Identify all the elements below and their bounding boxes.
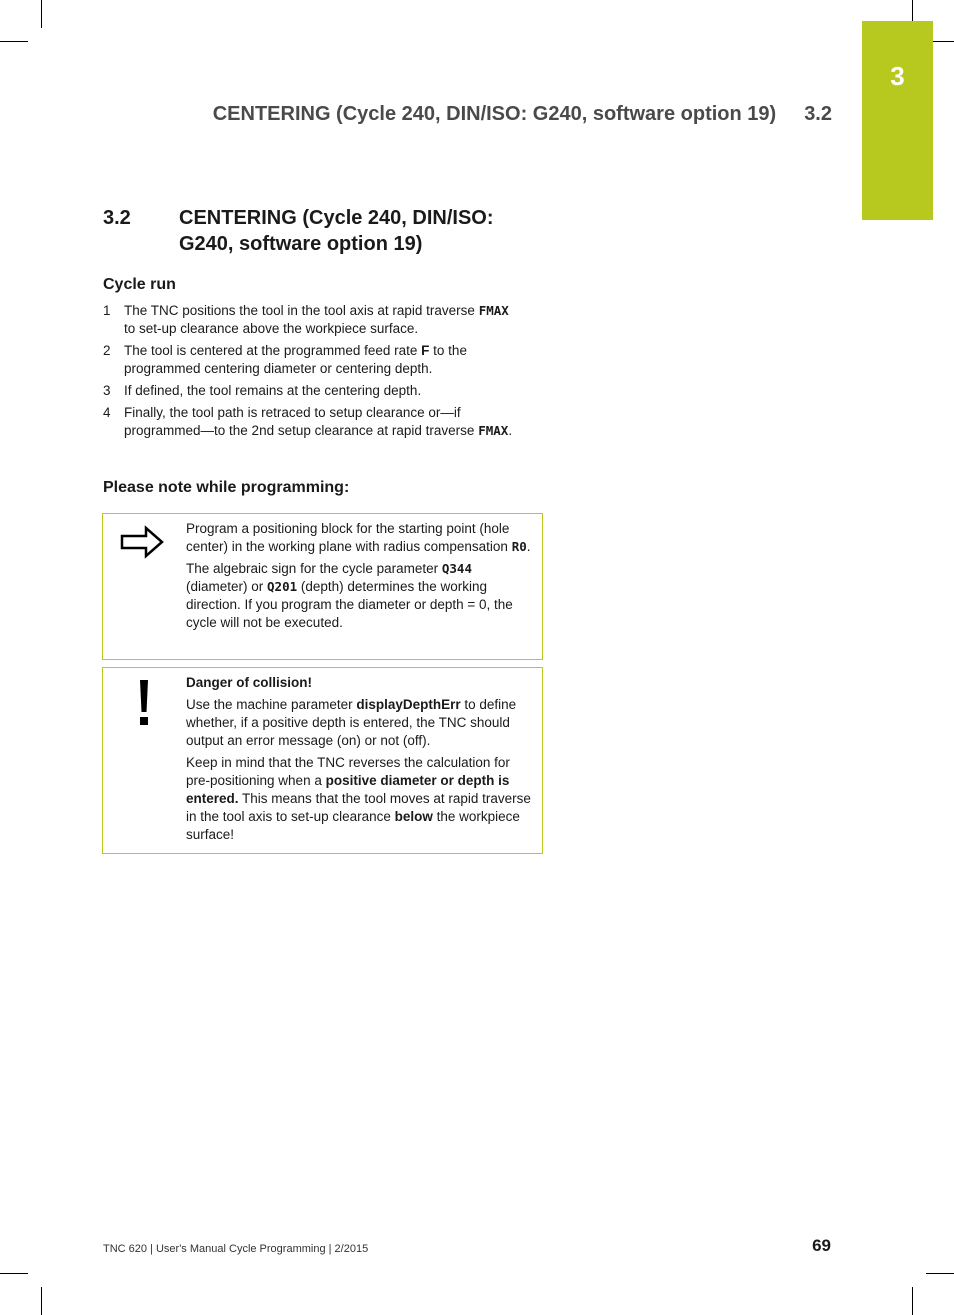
cycle-run-steps (103, 302, 523, 444)
list-item: 1 The TNC positions the tool in the tool axis at rapid traverse FMAX to set-up clearance above the workpiece surface. (103, 303, 509, 336)
crop-mark (0, 1273, 28, 1274)
list-item: 2 The tool is centered at the programmed feed rate F to the programmed centering diameter or centering depth. (103, 343, 467, 376)
info-box-side (102, 513, 186, 660)
crop-mark (912, 1287, 913, 1315)
info-box (103, 513, 543, 660)
section-title-text: CENTERING (Cycle 240, DIN/ISO: G240, software option 19) (179, 207, 494, 255)
warning-box-content (186, 668, 542, 858)
footer-text: TNC 620 | User's Manual Cycle Programming | 2/2015 (103, 1243, 369, 1255)
running-header (213, 103, 832, 126)
arrow-right-icon (119, 524, 165, 560)
info-box-content (186, 514, 542, 646)
warning-paragraph: Keep in mind that the TNC reverses the calculation for pre-positioning when a positive diameter or depth is entered. This means that the tool moves at rapid traverse in the tool axis to set-up clearance below the workpiece surface! (186, 755, 531, 842)
crop-mark (41, 0, 42, 28)
crop-mark (926, 1273, 954, 1274)
page-number: 69 (812, 1236, 831, 1255)
crop-mark (0, 41, 28, 42)
list-item: 4 Finally, the tool path is retraced to setup clearance or—if programmed—to the 2nd setup clearance at rapid traverse FMAX. (103, 405, 513, 438)
warning-box-side (102, 667, 186, 854)
warning-box (103, 667, 543, 854)
running-header-number: 3.2 (804, 103, 832, 125)
chapter-tab (862, 21, 933, 220)
warning-title: Danger of collision! (186, 675, 313, 690)
list-item: 3 If defined, the tool remains at the centering depth. (103, 383, 422, 398)
cycle-run-heading: Cycle run (103, 276, 176, 293)
crop-mark (41, 1287, 42, 1315)
running-header-title: CENTERING (Cycle 240, DIN/ISO: G240, software option 19) (212, 103, 777, 125)
section-number: 3.2 (103, 207, 131, 229)
chapter-number: 3 (890, 61, 905, 91)
info-paragraph: The algebraic sign for the cycle parameter Q344 (diameter) or Q201 (depth) determines the working direction. If you program the diameter or depth = 0, the cycle will not be executed. (186, 561, 513, 630)
notes-heading: Please note while programming: (103, 479, 350, 496)
exclamation-icon (121, 678, 167, 728)
warning-paragraph: Use the machine parameter displayDepthErr to define whether, if a positive depth is entered, the TNC should output an error message (on) or not (off). (186, 697, 517, 748)
info-paragraph: Program a positioning block for the starting point (hole center) in the working plane with radius compensation R0. (186, 521, 531, 554)
section-title (103, 205, 543, 257)
